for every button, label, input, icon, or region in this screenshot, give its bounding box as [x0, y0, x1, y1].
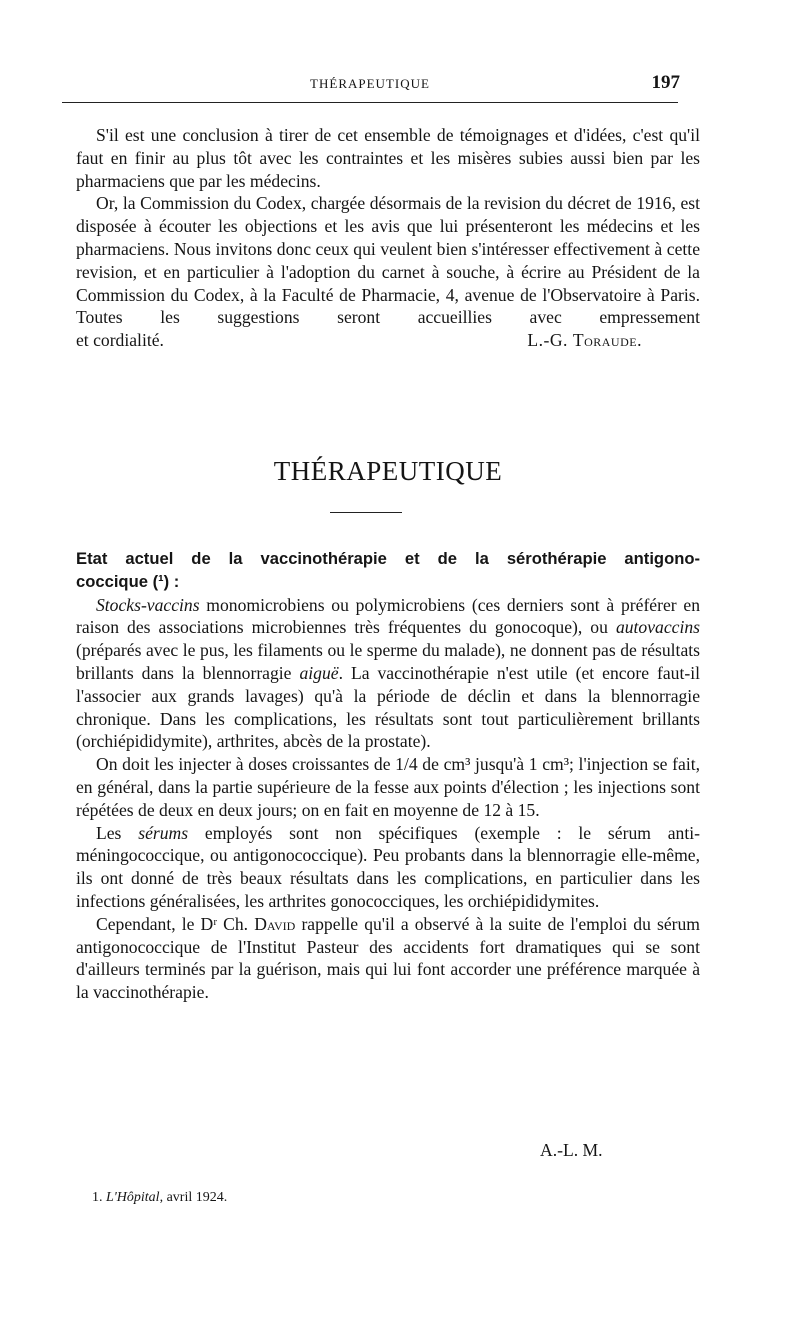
- term-autovaccins: autovaccins: [615, 617, 700, 638]
- footnote-reference: (¹) :: [152, 571, 180, 591]
- author-name-david: David: [254, 913, 296, 934]
- signature-initials: L.-G.: [527, 330, 568, 351]
- intro-closing-line: [76, 329, 700, 352]
- term-stocks-vaccins: Stocks-vaccins: [96, 594, 200, 615]
- term-aigue: aiguë: [299, 662, 339, 683]
- running-title: THÉRAPEUTIQUE: [310, 76, 430, 91]
- article-p4-text-1: Cependant, le Dʳ Ch.: [96, 913, 255, 934]
- article-paragraph-2: On doit les injecter à doses croissantes de 1/4 de cm³ jusqu'à 1 cm³; l'injection se fait, en général, dans la partie supérieure de la fesse aux points d'élection ; les injections sont répétées de deux en deux jours; on en fait en moyenne de 12 à 15.: [76, 754, 700, 820]
- article-p1-text-2: (préparés avec le pus, les filaments ou le sperme du malade), ne donnent pas de résultats brillants dans la blennorragie: [76, 640, 700, 683]
- article-signoff: A.-L. M.: [540, 1140, 603, 1160]
- article-section: [76, 548, 700, 1004]
- intro-closing-text: et cordialité.: [76, 330, 164, 351]
- intro-paragraph-1: S'il est une conclusion à tirer de cet ensemble de témoignages et d'idées, c'est qu'il faut en finir au plus tôt avec les contraintes et les misères subies aussi bien par les pharmaciens que par les médecins.: [76, 125, 700, 191]
- article-paragraph-4: [76, 913, 700, 1004]
- article-p3-text-1: Les: [96, 822, 139, 843]
- intro-section: [76, 124, 700, 352]
- footnote-number: 1.: [92, 1190, 103, 1205]
- article-paragraph-1: [76, 594, 700, 754]
- article-p1-text-3: . La vaccinothérapie n'est utile (et encore faut-il l'associer aux grands lavages) qu'à la période de déclin et dans la blennorragie chronique. Dans les complications, les résultats sont tout particulièrement brillants (orchiépididymite), arthrites, abcès de la prostate).: [76, 662, 700, 752]
- intro-paragraph-2: Or, la Commission du Codex, chargée désormais de la revision du décret de 1916, est disposée à écouter les objections et les avis que lui présenteront les médecins et les pharmaciens. Nous invitons donc ceux qui veulent bien s'intéresser effectivement à cette revision, et en particulier à l'adoption du carnet à souche, à écrire au Président de la Commission du Codex, à la Faculté de Pharmacie, 4, avenue de l'Observatoire à Paris. Toutes les suggestions seront accueillies avec empressement: [76, 193, 700, 328]
- header-rule: [62, 102, 678, 103]
- article-p1-text-1: monomicrobiens ou polymicrobiens (ces derniers sont à préférer en raison des associations microbiennes très fréquentes du gonocoque), ou: [76, 594, 700, 638]
- page-number: 197: [651, 72, 680, 93]
- term-serums: sérums: [138, 822, 189, 843]
- article-paragraph-3: [76, 822, 700, 913]
- section-title: THÉRAPEUTIQUE: [273, 456, 503, 486]
- article-p3-text-2: employés sont non spécifiques (exemple : le sérum anti-méningococcique, ou antigonococcique). Peu probants dans la blennorragie elle-même, ils ont donné de très beaux résultats dans les complications, en particulier dans les infections généralisées, les arthrites gonococciques, les orchiépididymites.: [76, 822, 700, 911]
- running-header: [0, 72, 800, 100]
- footnote: [92, 1190, 227, 1206]
- footnote-source: L'Hôpital: [106, 1190, 160, 1205]
- footnote-date: , avril 1924.: [159, 1190, 228, 1205]
- intro-signature: [527, 329, 642, 352]
- signature-name: Toraude.: [572, 330, 642, 351]
- article-heading-line-2: [76, 571, 700, 594]
- article-heading-line-1: Etat actuel de la vaccinothérapie et de la sérothérapie antigono-: [76, 549, 700, 568]
- article-heading-end: coccique: [76, 571, 148, 591]
- article-p4-text-2: rappelle qu'il a observé à la suite de l'emploi du sérum antigonococcique de l'Institut Pasteur des accidents fort dramatiques qui se sont d'ailleurs terminés par la guérison, mais qui lui font accorder une préférence marquée à la vaccinothérapie.: [76, 913, 700, 1003]
- section-title-rule: [330, 512, 402, 513]
